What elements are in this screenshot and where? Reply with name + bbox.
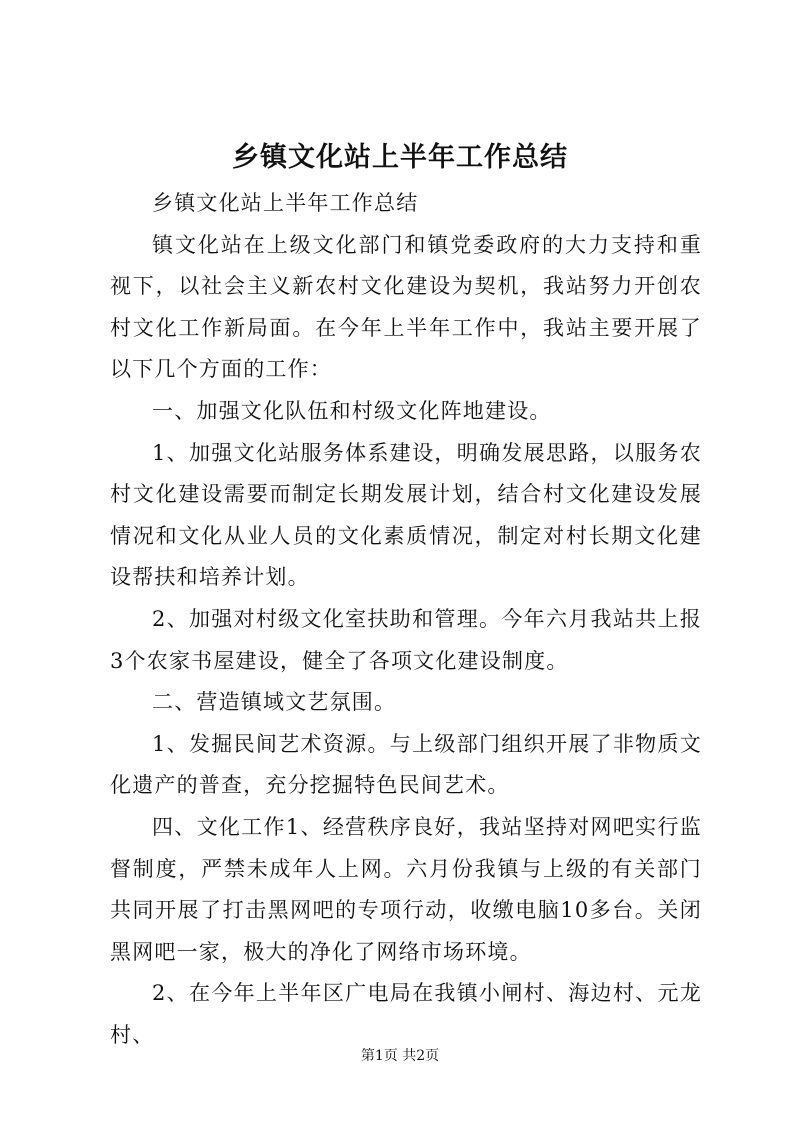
page-footer: 第1页 共2页 — [360, 1048, 440, 1064]
document-title: 乡镇文化站上半年工作总结 — [232, 142, 568, 173]
document-body — [110, 183, 702, 1056]
paragraph-item: 2、在今年上半年区广电局在我镇小闸村、海边村、元龙村、 — [110, 981, 702, 1047]
section-heading-1: 一、加强文化队伍和村级文化阵地建设。 — [152, 398, 552, 423]
paragraph-item: 四、文化工作1、经营秩序良好，我站坚持对网吧实行监督制度，严禁未成年人上网。六月份我镇与上级的有关部门共同开展了打击黑网吧的专项行动，收缴电脑10多台。关闭黑网吧一家，极大的净化了网络市场环境。 — [110, 814, 702, 964]
section-heading-2: 二、营造镇域文艺氛围。 — [152, 690, 397, 715]
paragraph-item: 2、加强对村级文化室扶助和管理。今年六月我站共上报3个农家书屋建设，健全了各项文化建设制度。 — [110, 606, 702, 673]
paragraph-intro: 镇文化站在上级文化部门和镇党委政府的大力支持和重视下，以社会主义新农村文化建设为契机，我站努力开创农村文化工作新局面。在今年上半年工作中，我站主要开展了以下几个方面的工作： — [110, 232, 702, 382]
paragraph-item: 1、加强文化站服务体系建设，明确发展思路，以服务农村文化建设需要而制定长期发展计划，结合村文化建设发展情况和文化从业人员的文化素质情况，制定对村长期文化建设帮扶和培养计划。 — [110, 440, 702, 590]
paragraph-item: 1、发掘民间艺术资源。与上级部门组织开展了非物质文化遗产的普查，充分挖掘特色民间艺术。 — [110, 731, 702, 798]
paragraph-subtitle: 乡镇文化站上半年工作总结 — [152, 191, 419, 215]
